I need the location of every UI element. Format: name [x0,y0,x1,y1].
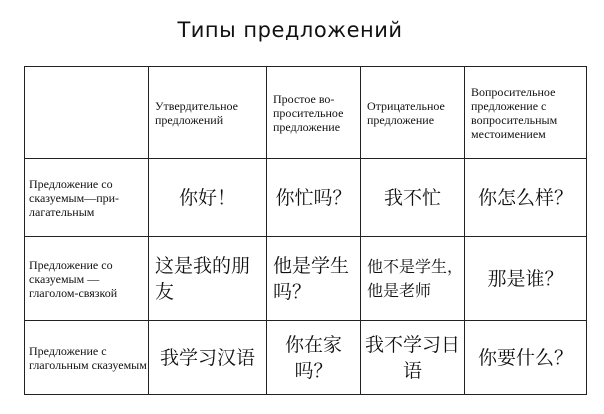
cell-question-pronoun: 你怎么样？ [465,159,587,237]
row-label-adjective-predicate: Предложение со сказуемым—при-лагательным [25,159,149,237]
table-row [25,237,587,321]
cell-affirmative: 这是我的朋友 [149,237,267,321]
table-row [25,321,587,395]
header-question-pronoun: Вопросительное предложение с вопросительным местоимением [465,67,587,159]
table-row [25,159,587,237]
table-header-row [25,67,587,159]
cell-negative: 我不学习日语 [361,321,465,395]
header-empty-cell [25,67,149,159]
cell-negative: 我不忙 [361,159,465,237]
row-label-verbal-predicate: Предложение с глагольным сказуемым [25,321,149,395]
cell-negative: 他不是学生，他是老师 [361,237,465,321]
cell-question-pronoun: 那是谁？ [465,237,587,321]
header-affirmative: Утвердительное предложений [149,67,267,159]
header-simple-question: Простое во-просительное предложение [267,67,361,159]
cell-simple-question: 你忙吗？ [267,159,361,237]
cell-affirmative: 你好！ [149,159,267,237]
page-title: Типы предложений [177,18,403,42]
cell-affirmative: 我学习汉语 [149,321,267,395]
cell-question-pronoun: 你要什么？ [465,321,587,395]
row-label-copula-predicate: Предложение со сказуемым — глаголом-связкой [25,237,149,321]
header-negative: Отрицательное предложение [361,67,465,159]
cell-simple-question: 你在家吗？ [267,321,361,395]
sentence-types-table [24,66,587,395]
cell-simple-question: 他是学生吗？ [267,237,361,321]
